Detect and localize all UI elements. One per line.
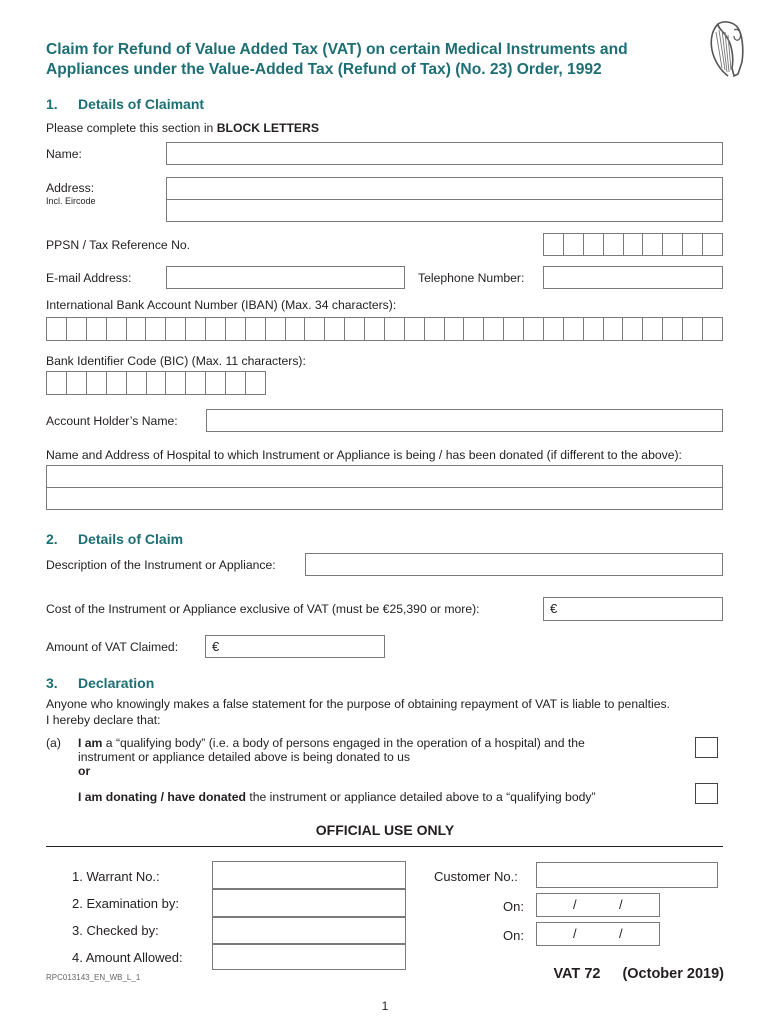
section1-title: Details of Claimant [78,96,205,112]
warrant-label: 1. Warrant No.: [72,869,160,884]
bic-grid[interactable] [46,371,266,395]
cost-currency: € [550,601,558,616]
harp-emblem-icon [704,18,754,78]
iban-char-cell[interactable] [305,318,325,340]
form-code [553,966,724,982]
iban-char-cell[interactable] [584,318,604,340]
section3-title: Declaration [78,675,155,691]
iban-char-cell[interactable] [246,318,266,340]
description-field[interactable] [305,553,723,576]
section1-heading [46,96,204,112]
declaration-b-text: the instrument or appliance detailed above to a “qualifying body” [245,790,596,804]
on-label-1: On: [503,899,524,914]
iban-char-cell[interactable] [405,318,425,340]
iban-char-cell[interactable] [564,318,584,340]
iban-char-cell[interactable] [266,318,286,340]
iban-char-cell[interactable] [345,318,365,340]
iban-char-cell[interactable] [47,318,67,340]
date-separator: / [619,926,623,941]
iban-char-cell[interactable] [325,318,345,340]
declaration-a-text1: a “qualifying body” (i.e. a body of persons engaged in the operation of a hospital) and the [102,736,585,750]
iban-char-cell[interactable] [464,318,484,340]
iban-char-cell[interactable] [604,318,624,340]
vat-claimed-field[interactable] [205,635,385,658]
bic-char-cell[interactable] [87,372,107,394]
bic-char-cell[interactable] [67,372,87,394]
email-label: E-mail Address: [46,271,132,285]
iban-char-cell[interactable] [445,318,465,340]
date-separator: / [619,897,623,912]
section2-heading [46,531,183,547]
section2-title: Details of Claim [78,531,184,547]
on-label-2: On: [503,928,524,943]
address-field[interactable] [166,177,723,222]
section3-number: 3. [46,675,58,691]
iban-char-cell[interactable] [544,318,564,340]
bic-char-cell[interactable] [147,372,167,394]
declaration-a-line1 [78,736,585,750]
iban-label: International Bank Account Number (IBAN) (Max. 34 characters): [46,298,397,312]
section1-instruction [46,121,319,135]
bic-char-cell[interactable] [186,372,206,394]
donating-checkbox[interactable] [695,783,718,804]
iban-char-cell[interactable] [663,318,683,340]
section1-number: 1. [46,96,58,112]
iban-char-cell[interactable] [226,318,246,340]
section2-number: 2. [46,531,58,547]
cost-label: Cost of the Instrument or Appliance exclusive of VAT (must be €25,390 or more): [46,602,480,616]
form-title [46,40,696,80]
form-title-line1: Claim for Refund of Value Added Tax (VAT) on certain Medical Instruments and [46,41,628,58]
iban-char-cell[interactable] [127,318,147,340]
bic-char-cell[interactable] [226,372,246,394]
form-code-date: (October 2019) [622,966,724,982]
declare-text: I hereby declare that: [46,713,161,727]
iban-char-cell[interactable] [484,318,504,340]
date-separator: / [573,897,577,912]
bic-char-cell[interactable] [107,372,127,394]
declaration-a-bold: I am [78,736,103,750]
qualifying-body-checkbox[interactable] [695,737,718,758]
hospital-field[interactable] [46,465,723,510]
form-reference: RPC013143_EN_WB_L_1 [46,973,141,982]
vat-currency: € [212,639,220,654]
instruction-bold: BLOCK LETTERS [216,121,319,135]
iban-char-cell[interactable] [146,318,166,340]
iban-char-cell[interactable] [524,318,544,340]
checked-field[interactable] [212,917,406,944]
bic-char-cell[interactable] [206,372,226,394]
email-field[interactable] [166,266,405,289]
iban-char-cell[interactable] [87,318,107,340]
ppsn-grid[interactable] [543,233,723,256]
warrant-field[interactable] [212,861,406,889]
declaration-a-line2: instrument or appliance detailed above is being donated to us [78,750,410,764]
iban-char-cell[interactable] [623,318,643,340]
description-label: Description of the Instrument or Appliance: [46,558,276,572]
examination-field[interactable] [212,889,406,917]
official-divider [46,846,723,847]
form-title-line2: Appliances under the Value-Added Tax (Refund of Tax) (No. 23) Order, 1992 [46,61,602,78]
instruction-text: Please complete this section in [46,121,217,135]
ppsn-label: PPSN / Tax Reference No. [46,238,191,252]
checked-date-field[interactable] [536,922,660,946]
address-note: Incl. Eircode [46,196,96,206]
amount-allowed-label: 4. Amount Allowed: [72,950,183,965]
bic-char-cell[interactable] [47,372,67,394]
account-holder-field[interactable] [206,409,723,432]
iban-char-cell[interactable] [206,318,226,340]
customer-field[interactable] [536,862,718,888]
iban-char-cell[interactable] [425,318,445,340]
name-field[interactable] [166,142,723,165]
account-holder-label: Account Holder’s Name: [46,414,178,428]
iban-char-cell[interactable] [286,318,306,340]
iban-char-cell[interactable] [385,318,405,340]
iban-char-cell[interactable] [107,318,127,340]
bic-char-cell[interactable] [246,372,265,394]
item-a-marker: (a) [46,736,61,750]
examination-date-field[interactable] [536,893,660,917]
iban-grid[interactable] [46,317,723,341]
hospital-label: Name and Address of Hospital to which Instrument or Appliance is being / has been donated (if different to the above): [46,448,682,462]
amount-allowed-field[interactable] [212,944,406,970]
cost-field[interactable] [543,597,723,621]
declaration-or: or [78,764,91,778]
iban-char-cell[interactable] [504,318,524,340]
iban-char-cell[interactable] [186,318,206,340]
checked-label: 3. Checked by: [72,923,159,938]
telephone-label: Telephone Number: [418,271,525,285]
telephone-field[interactable] [543,266,723,289]
bic-label: Bank Identifier Code (BIC) (Max. 11 characters): [46,354,306,368]
iban-char-cell[interactable] [67,318,87,340]
iban-char-cell[interactable] [683,318,703,340]
examination-label: 2. Examination by: [72,896,179,911]
penalty-warning: Anyone who knowingly makes a false statement for the purpose of obtaining repayment of VAT is liable to penalties. [46,697,670,711]
bic-char-cell[interactable] [127,372,147,394]
iban-char-cell[interactable] [166,318,186,340]
customer-label: Customer No.: [434,869,518,884]
iban-char-cell[interactable] [703,318,722,340]
form-code-number: VAT 72 [553,966,601,982]
declaration-b-line [78,790,596,804]
iban-char-cell[interactable] [643,318,663,340]
bic-char-cell[interactable] [166,372,186,394]
vat-claimed-label: Amount of VAT Claimed: [46,640,179,654]
declaration-b-bold: I am donating / have donated [78,790,246,804]
address-label: Address: [46,181,95,195]
date-separator: / [573,926,577,941]
iban-char-cell[interactable] [365,318,385,340]
official-use-heading: OFFICIAL USE ONLY [315,822,455,838]
name-label: Name: [46,147,82,161]
page-number: 1 [381,999,389,1013]
section3-heading [46,675,154,691]
